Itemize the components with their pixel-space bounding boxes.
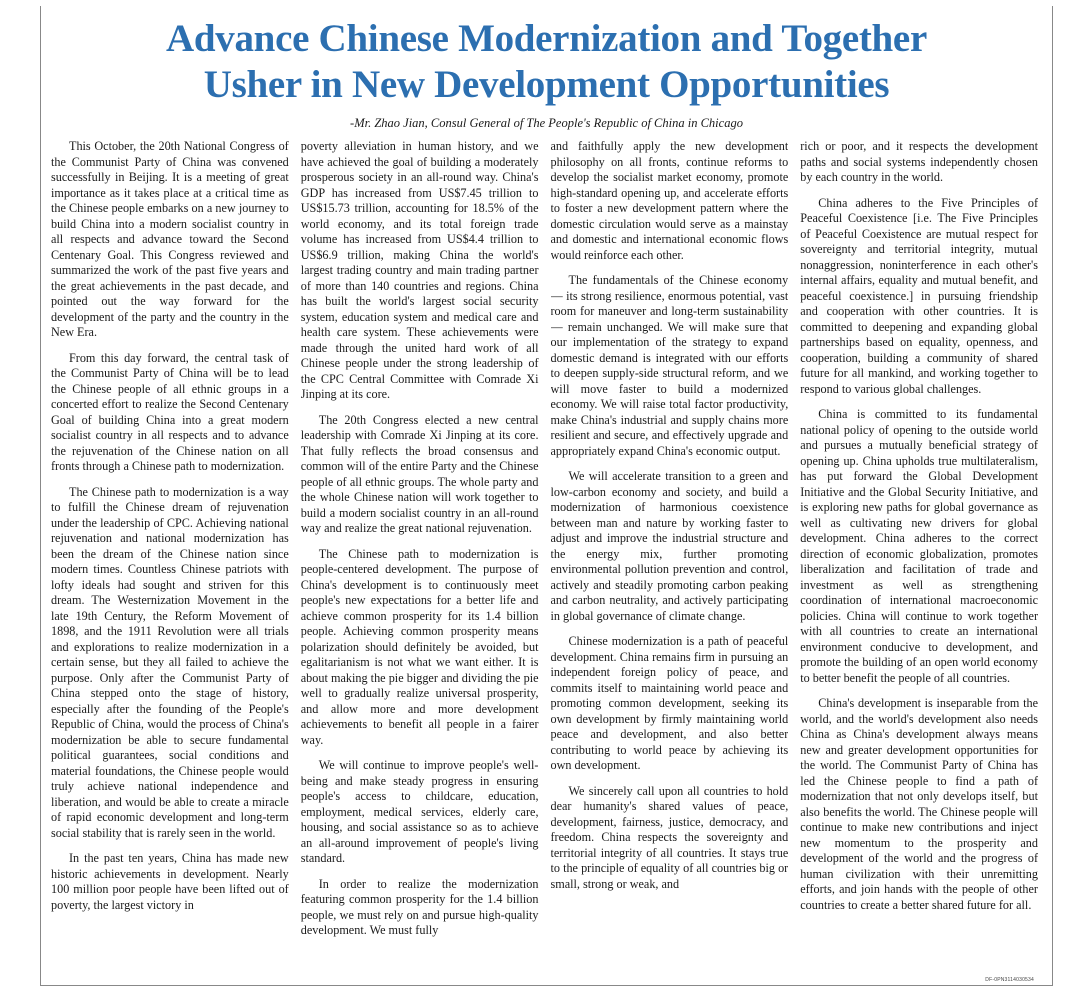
paragraph: and faithfully apply the new development philosophy on all fronts, continue reforms to develop the socialist market economy, promote high-standard opening up, and accelerate efforts to foster a new development pattern where the domestic circulation would serve as a mainstay and domestic and international economic flows would reinforce each other. — [550, 139, 789, 262]
column-3 — [551, 139, 789, 979]
paragraph: The fundamentals of the Chinese economy — its strong resilience, enormous potential, vast room for maneuver and long-term sustainability — remain unchanged. We will make sure that our implementation of the strategy to expand domestic demand is integrated with our efforts to deepen supply-side structural reform, and we will move faster to build a modernized economy. We will raise total factor productivity, make China's industrial and supply chains more resilient and secure, and effectively upgrade and appropriately expand China's economic output. — [550, 273, 789, 458]
paragraph: Chinese modernization is a path of peaceful development. China remains firm in pursuing an independent foreign policy of peace, and commits itself to maintaining world peace and promoting common development, seeking its own development by firmly maintaining world peace and development, and also better contributing to world peace by achieving its own development. — [550, 634, 789, 772]
headline — [41, 16, 1052, 108]
paragraph: China adheres to the Five Principles of Peaceful Coexistence [i.e. The Five Principles of Peaceful Coexistence are mutual respect for sovereignty and territorial integrity, mutual nonaggression, noninterference in each other's internal affairs, equality and mutual benefit, and peaceful coexistence.] in pursuing friendship and cooperation with other countries. It is committed to deepening and expanding global partnerships based on equality, openness, and cooperation, building a community of shared future for all mankind, and working together to respond to various global challenges. — [800, 195, 1038, 396]
byline: -Mr. Zhao Jian, Consul General of The People's Republic of China in Chicago — [350, 116, 743, 130]
paragraph: The 20th Congress elected a new central leadership with Comrade Xi Jinping at its core. That fully reflects the broad consensus and common will of the entire Party and the Chinese people of all ethnic groups. The whole party and the whole Chinese nation will work together to build a modern socialist country in an all-round way and realize the great national rejuvenation. — [300, 412, 539, 535]
paragraph: In order to realize the modernization featuring common prosperity for the 1.4 billion people, we must rely on and pursue high-quality development. We must fully — [300, 876, 539, 937]
paragraph: This October, the 20th National Congress of the Communist Party of China was convened successfully in Beijing. It is a meeting of great importance as it takes place at a critical time as the Chinese people embarks on a new journey to build China into a modern socialist country in all respects and advance toward the Second Centenary Goal. This Congress reviewed and summarized the work of the past five years and the great achievements in the past decade, and pointed out the way forward for the development of the party and the country in the New Era. — [51, 139, 289, 339]
paragraph: China is committed to its fundamental national policy of opening to the outside world and pursues a mutually beneficial strategy of opening up. China upholds true multilateralism, has put forward the Global Development Initiative and the Global Security Initiative, and is exploring new paths for global governance as well as cultivating new drivers for global development. China adheres to the correct direction of economic globalization, promotes liberalization and facilitation of trade and investment as well as strengthening coordination of international macroeconomic policies. China will continue to work together with all countries to create an international environment conducive to development, and promote the building of an open world economy to better benefit the people of all countries. — [800, 407, 1038, 685]
paragraph: We sincerely call upon all countries to hold dear humanity's shared values of peace, development, fairness, justice, democracy, and freedom. China respects the sovereignty and territorial integrity of all countries. It stays true to the principle of equality of all countries big or small, strong or weak, and — [550, 783, 789, 891]
paragraph: From this day forward, the central task of the Communist Party of China will be to lead the Chinese people of all ethnic groups in a concerted effort to realize the Second Centenary Goal of building China into a great modern socialist country in all respects and to advance the rejuvenation of the Chinese nation on all fronts through a Chinese path to modernization. — [51, 350, 289, 473]
column-2 — [301, 139, 539, 979]
newspaper-page — [40, 6, 1053, 986]
column-4 — [800, 139, 1038, 979]
paragraph: poverty alleviation in human history, and we have achieved the goal of building a moderately prosperous society in an all-round way. China's GDP has increased from US$7.45 trillion to US$15.73 trillion, accounting for 18.5% of the world economy, and its total foreign trade volume has increased from US$4.4 trillion to US$6.9 trillion, making China the world's largest trading country and main trading partner of more than 140 countries and regions. China has built the world's largest social security system, education system and medical care and health care system. These achievements were made through the united hard work of all Chinese people under the strong leadership of the CPC Central Committee with Comrade Xi Jinping at its core. — [300, 139, 539, 401]
paragraph: In the past ten years, China has made new historic achievements in development. Nearly 100 million poor people have been lifted out of poverty, the largest victory in — [51, 851, 289, 912]
column-1 — [51, 139, 289, 979]
paragraph: China's development is inseparable from the world, and the world's development also needs China as China's development always means new and greater development opportunities for the world. The Communist Party of China has led the Chinese people to find a path of modernization that not only develops itself, but also benefits the world. The Chinese people will continue to make new contributions and inject new momentum to the prosperity and development of the world and the progress of human civilization with their unremitting efforts, and join hands with the people of other countries to create a better shared future for all. — [800, 696, 1038, 912]
paragraph: The Chinese path to modernization is a way to fulfill the Chinese dream of rejuvenation under the leadership of CPC. Achieving national rejuvenation and national modernization has been the dream of the Chinese nation since modern times. Countless Chinese patriots with lofty ideals had sought and striven for this dream. The Westernization Movement in the late 19th Century, the Reform Movement of 1898, and the 1911 Revolution were all trials and explorations to realize modernization in a certain sense, but they all failed to achieve the purpose. Only after the Communist Party of China stepped onto the stage of history, especially after the founding of the People's Republic of China, would the process of China's modernization be able to secure fundamental political guarantees, social conditions and material foundations, the Chinese people would truly achieve national independence and liberation, and would be able to create a miracle of rapid economic development and long-term social stability that is rarely seen in the world. — [51, 484, 289, 840]
paragraph: The Chinese path to modernization is people-centered development. The purpose of China's development is to continuously meet people's new expectations for a better life and achieve common prosperity for its 1.4 billion people. Achieving common prosperity means polarization should definitely be avoided, but egalitarianism is not what we want either. It is about making the pie bigger and dividing the pie well to gradually realize universal prosperity, and allow more and more development achievements to benefit all people in a fairer way. — [300, 546, 539, 747]
paragraph: rich or poor, and it respects the development paths and social systems independently chosen by each country in the world. — [800, 139, 1038, 184]
paragraph: We will continue to improve people's well-being and make steady progress in ensuring people's access to childcare, education, employment, medical services, elderly care, housing, and social assistance so as to achieve an all-around improvement of people's living standard. — [300, 758, 539, 865]
headline-line-2: Usher in New Development Opportunities — [203, 63, 890, 106]
print-stamp: DF-0PN3114030534 — [985, 977, 1034, 983]
paragraph: We will accelerate transition to a green and low-carbon economy and society, and build a modernization of harmonious coexistence between man and nature by working faster to adjust and improve the industrial structure and the energy mix, further promoting environmental pollution prevention and control, actively and steadily promoting carbon peaking and carbon neutrality, and actively participating in global governance of climate change. — [550, 469, 789, 623]
headline-line-1: Advance Chinese Modernization and Together — [166, 17, 927, 60]
article-columns — [51, 139, 1038, 979]
